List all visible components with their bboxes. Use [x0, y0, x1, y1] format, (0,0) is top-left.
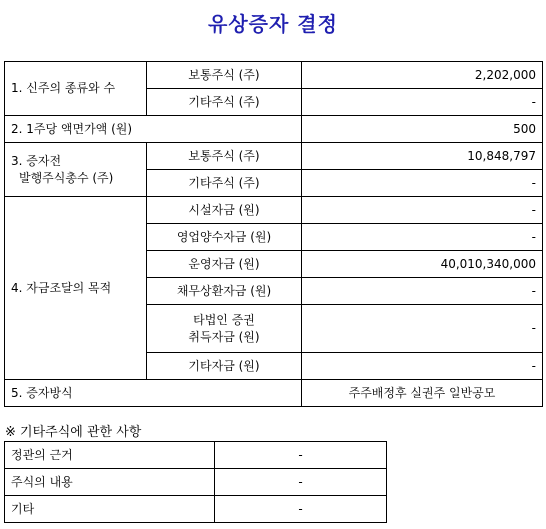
- securities-acquisition-line1: 타법인 증권: [193, 312, 255, 327]
- par-value-value: 500: [302, 116, 543, 143]
- business-acquisition-funds-label: 영업양수자금 (원): [147, 224, 302, 251]
- table-row: [5, 116, 543, 143]
- etc-label: 기타: [5, 496, 215, 523]
- stock-content-label: 주식의 내용: [5, 469, 215, 496]
- etc-value: -: [215, 496, 387, 523]
- new-shares-label: 1. 신주의 종류와 수: [5, 62, 147, 116]
- securities-acquisition-line2: 취득자금 (원): [188, 329, 260, 344]
- before-other-shares-label: 기타주식 (주): [147, 170, 302, 197]
- new-other-shares-value: -: [302, 89, 543, 116]
- before-common-shares-value: 10,848,797: [302, 143, 543, 170]
- table-row: [5, 496, 387, 523]
- securities-acquisition-funds-label: [147, 305, 302, 353]
- other-stock-table: [4, 441, 387, 523]
- capital-increase-table: [4, 61, 543, 407]
- debt-repayment-funds-value: -: [302, 278, 543, 305]
- operating-funds-label: 운영자금 (원): [147, 251, 302, 278]
- before-common-shares-label: 보통주식 (주): [147, 143, 302, 170]
- business-acquisition-funds-value: -: [302, 224, 543, 251]
- operating-funds-value: 40,010,340,000: [302, 251, 543, 278]
- table-row: [5, 380, 543, 407]
- facility-funds-value: -: [302, 197, 543, 224]
- table-row: [5, 62, 543, 89]
- shares-before-label-line2: 발행주식총수 (주): [19, 170, 114, 185]
- page-title: 유상증자 결정: [208, 12, 338, 36]
- articles-basis-value: -: [215, 442, 387, 469]
- table-row: [5, 469, 387, 496]
- facility-funds-label: 시설자금 (원): [147, 197, 302, 224]
- stock-content-value: -: [215, 469, 387, 496]
- table-row: [5, 143, 543, 170]
- other-stock-note: ※ 기타주식에 관한 사항: [5, 425, 142, 440]
- shares-before-label: [5, 143, 147, 197]
- new-common-shares-label: 보통주식 (주): [147, 62, 302, 89]
- other-funds-label: 기타자금 (원): [147, 353, 302, 380]
- table-row: [5, 442, 387, 469]
- new-other-shares-label: 기타주식 (주): [147, 89, 302, 116]
- other-funds-value: -: [302, 353, 543, 380]
- debt-repayment-funds-label: 채무상환자금 (원): [147, 278, 302, 305]
- funding-purpose-label: 4. 자금조달의 목적: [5, 197, 147, 380]
- increase-method-label: 5. 증자방식: [5, 380, 302, 407]
- securities-acquisition-funds-value: -: [302, 305, 543, 353]
- shares-before-label-line1: 3. 증자전: [11, 153, 62, 168]
- par-value-label: 2. 1주당 액면가액 (원): [5, 116, 302, 143]
- before-other-shares-value: -: [302, 170, 543, 197]
- table-row: [5, 197, 543, 224]
- articles-basis-label: 정관의 근거: [5, 442, 215, 469]
- increase-method-value: 주주배정후 실권주 일반공모: [302, 380, 543, 407]
- new-common-shares-value: 2,202,000: [302, 62, 543, 89]
